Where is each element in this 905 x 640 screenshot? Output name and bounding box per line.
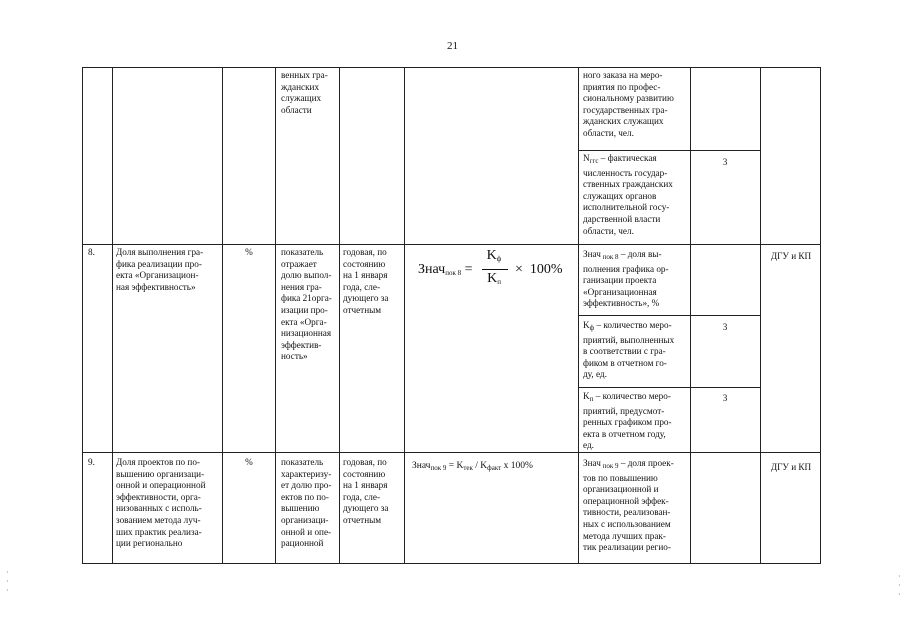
page-number: 21 bbox=[447, 40, 458, 52]
row9-formula: Знач$_{пок 9}$ = $K_{тек} / K_{факт}$ x 100% bbox=[412, 461, 533, 472]
row8-var2-source: 3 bbox=[722, 322, 728, 332]
row9-periodicity: годовая, по состоянию на 1 января года, сле- дующего за отчетным bbox=[343, 457, 389, 525]
row8-var3-source: 3 bbox=[722, 393, 728, 403]
row8-definition: показатель отражает долю выпол- нения гра- фика 21орга- изации про- екта «Орга- низационная эффектив- ность» bbox=[281, 247, 332, 362]
row8-var2: $K_ф$ – количество меро- приятий, выполненных в соответствии с гра- фиком в отчетном го- ду, ед. bbox=[583, 320, 675, 380]
scan-edge-mark-left: · · · bbox=[6, 568, 9, 595]
row8-var3: $K_п$ – количество меро- приятий, предусмот- ренных графиком про- екта в отчетном году, ед. bbox=[583, 391, 672, 451]
row9-number: 9. bbox=[88, 457, 95, 467]
scan-edge-mark-right: · · · bbox=[898, 572, 901, 599]
row9-responsible: ДГУ и КП bbox=[770, 462, 812, 472]
row9-unit: % bbox=[245, 457, 253, 467]
row9-var1: Знач $_{пок 9}$ – доля проек- тов по повышению организационной и операционной эффек- тивности, реализован- ных с использованием метода лучших прак- тик реализации регио- bbox=[583, 458, 674, 553]
cont-variable-b-cell: $N_{ггс}$ – фактическая численность государ- ственных гражданских служащих органов исполнительной госу- дарственной власти области, чел. bbox=[583, 153, 673, 236]
row9-definition: показатель характеризу- ет долю про- ектов по по- вышению организаци- онной и опе- рационной bbox=[281, 457, 332, 549]
row8-periodicity: годовая, по состоянию на 1 января года, сле- дующего за отчетным bbox=[343, 247, 389, 315]
row9-name: Доля проектов по по- вышению организаци- онной и операционной эффективности, орга- низованных с исполь- зованием метода луч- ших практик реализа- ции регионально bbox=[116, 457, 206, 549]
row8-responsible: ДГУ и КП bbox=[770, 251, 812, 261]
cont-variable-a-cell: ного заказа на меро- приятия по профес- сиональному развитию государственных гра- жданских служащих области, чел. bbox=[583, 70, 674, 138]
cont-definition-cell: венных гра- жданских служащих области bbox=[281, 70, 328, 115]
row8-name: Доля выполнения гра- фика реализации про- екта «Организацион- ная эффективность» bbox=[116, 247, 204, 292]
row8-var1: Знач $_{пок 8}$ – доля вы- полнения графика ор- ганизации проекта «Организационная эффективность», % bbox=[583, 249, 669, 309]
row8-number: 8. bbox=[88, 247, 95, 257]
cont-variable-b-source: 3 bbox=[722, 157, 728, 167]
row8-unit: % bbox=[245, 247, 253, 257]
